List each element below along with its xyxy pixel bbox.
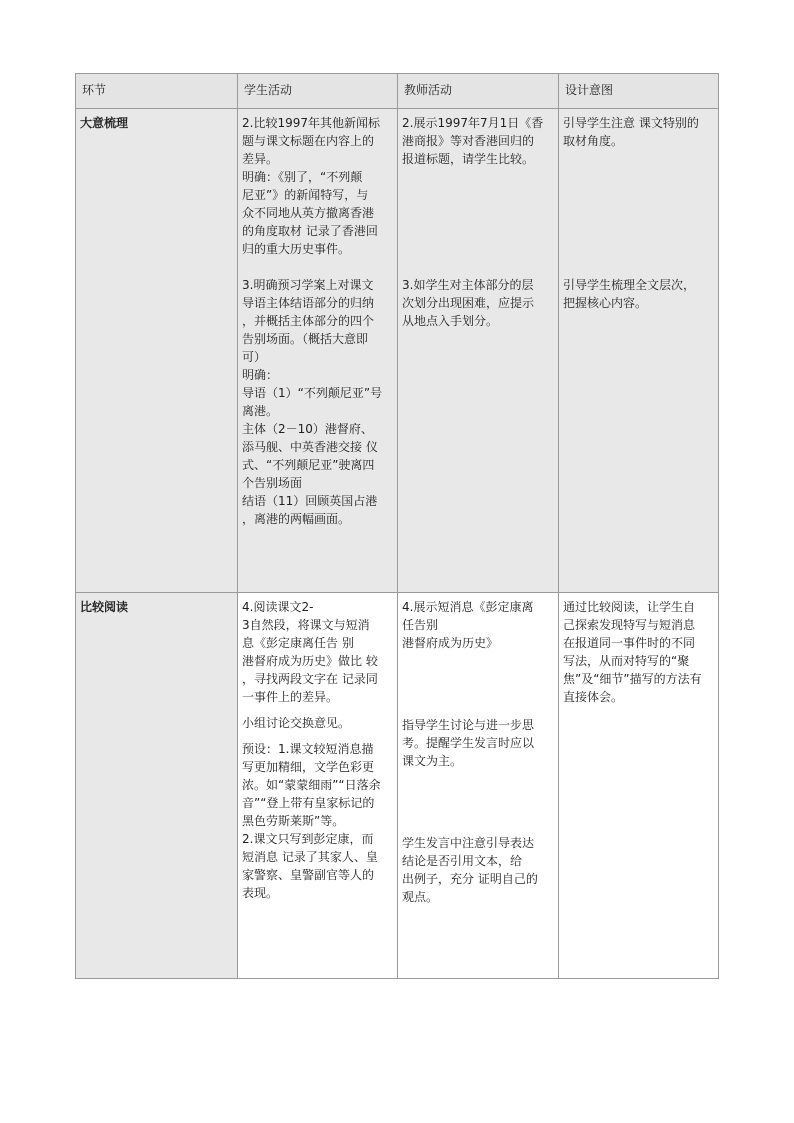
table-row	[76, 109, 719, 593]
stage-cell	[76, 593, 238, 979]
stage-cell	[76, 109, 238, 593]
header-row	[76, 74, 719, 109]
intent-text: 通过比较阅读，让学生自 己探索发现特写与短消息 在报道同一事件时的不同 写法，从而对特写的“聚 焦”及“细节”描写的方法有 直接体会。	[563, 600, 702, 704]
teacher-text: 2.展示1997年7月1日《香 港商报》等对香港回归的 报道标题，请学生比较。	[402, 116, 544, 166]
teacher-text: 学生发言中注意引导表达 结论是否引用文本，给 出例子，充分 证明自己的 观点。	[402, 836, 538, 904]
teacher-text: 指导学生讨论与进一步思 考。提醒学生发言时应以 课文为主。	[402, 718, 535, 768]
intent-text: 引导学生注意 课文特别的 取材角度。	[563, 116, 699, 148]
student-text: 4.阅读课文2- 3自然段，将课文与短消 息《彭定康离任告 别 港督府成为历史》做比 较 ，寻找两段文字在 记录同 一事件上的差异。	[242, 600, 378, 704]
header-student-activity: 学生活动	[238, 74, 398, 109]
teacher-text: 4.展示短消息《彭定康离 任告别 港督府成为历史》	[402, 600, 534, 650]
intent-text: 引导学生梳理全文层次， 把握核心内容。	[563, 278, 696, 310]
student-text: 小组讨论交换意见。	[242, 716, 351, 730]
design-intent-cell	[559, 593, 719, 979]
teacher-activity-cell	[398, 109, 559, 593]
header-stage: 环节	[76, 74, 238, 109]
stage-label: 比较阅读	[80, 600, 129, 614]
design-intent-cell	[559, 109, 719, 593]
teacher-activity-cell	[398, 593, 559, 979]
student-text: 明确：《别了，“不列颠 尼亚”》的新闻特写，与 众不同地从英方撤离香港 的角度取材 记录了香港回 归的重大历史事件。	[242, 170, 378, 256]
student-text: 预设：1.课文较短消息描 写更加精细，文学色彩更 浓。如“蒙蒙细雨”“日落余 音”“登上带有皇家标记的 黑色劳斯莱斯”等。 2.课文只写到彭定康，而 短消息 记录了其家人、皇 家警察、皇警副官等人的 表现。	[242, 742, 381, 900]
student-activity-cell	[238, 109, 398, 593]
student-text: 明确： 导语（1）“不列颠尼亚”号 离港。 主体（2－10）港督府、 添马舰、中英香港交接 仪 式、“不列颠尼亚”驶离四 个告别场面 结语（11）回顾英国占港 ，离港的两幅画面。	[242, 368, 383, 526]
header-teacher-activity: 教师活动	[398, 74, 559, 109]
lesson-plan-table	[75, 73, 719, 979]
stage-label: 大意梳理	[80, 116, 129, 130]
student-activity-cell	[238, 593, 398, 979]
header-design-intent: 设计意图	[559, 74, 719, 109]
teacher-text: 3.如学生对主体部分的层 次划分出现困难，应提示 从地点入手划分。	[402, 278, 535, 328]
student-text: 2.比较1997年其他新闻标 题与课文标题在内容上的 差异。	[242, 116, 380, 166]
table-row	[76, 593, 719, 979]
student-text: 3.明确预习学案上对课文 导语主体结语部分的归纳 ，并概括主体部分的四个 告别场面。（概括大意即 可）	[242, 278, 375, 364]
